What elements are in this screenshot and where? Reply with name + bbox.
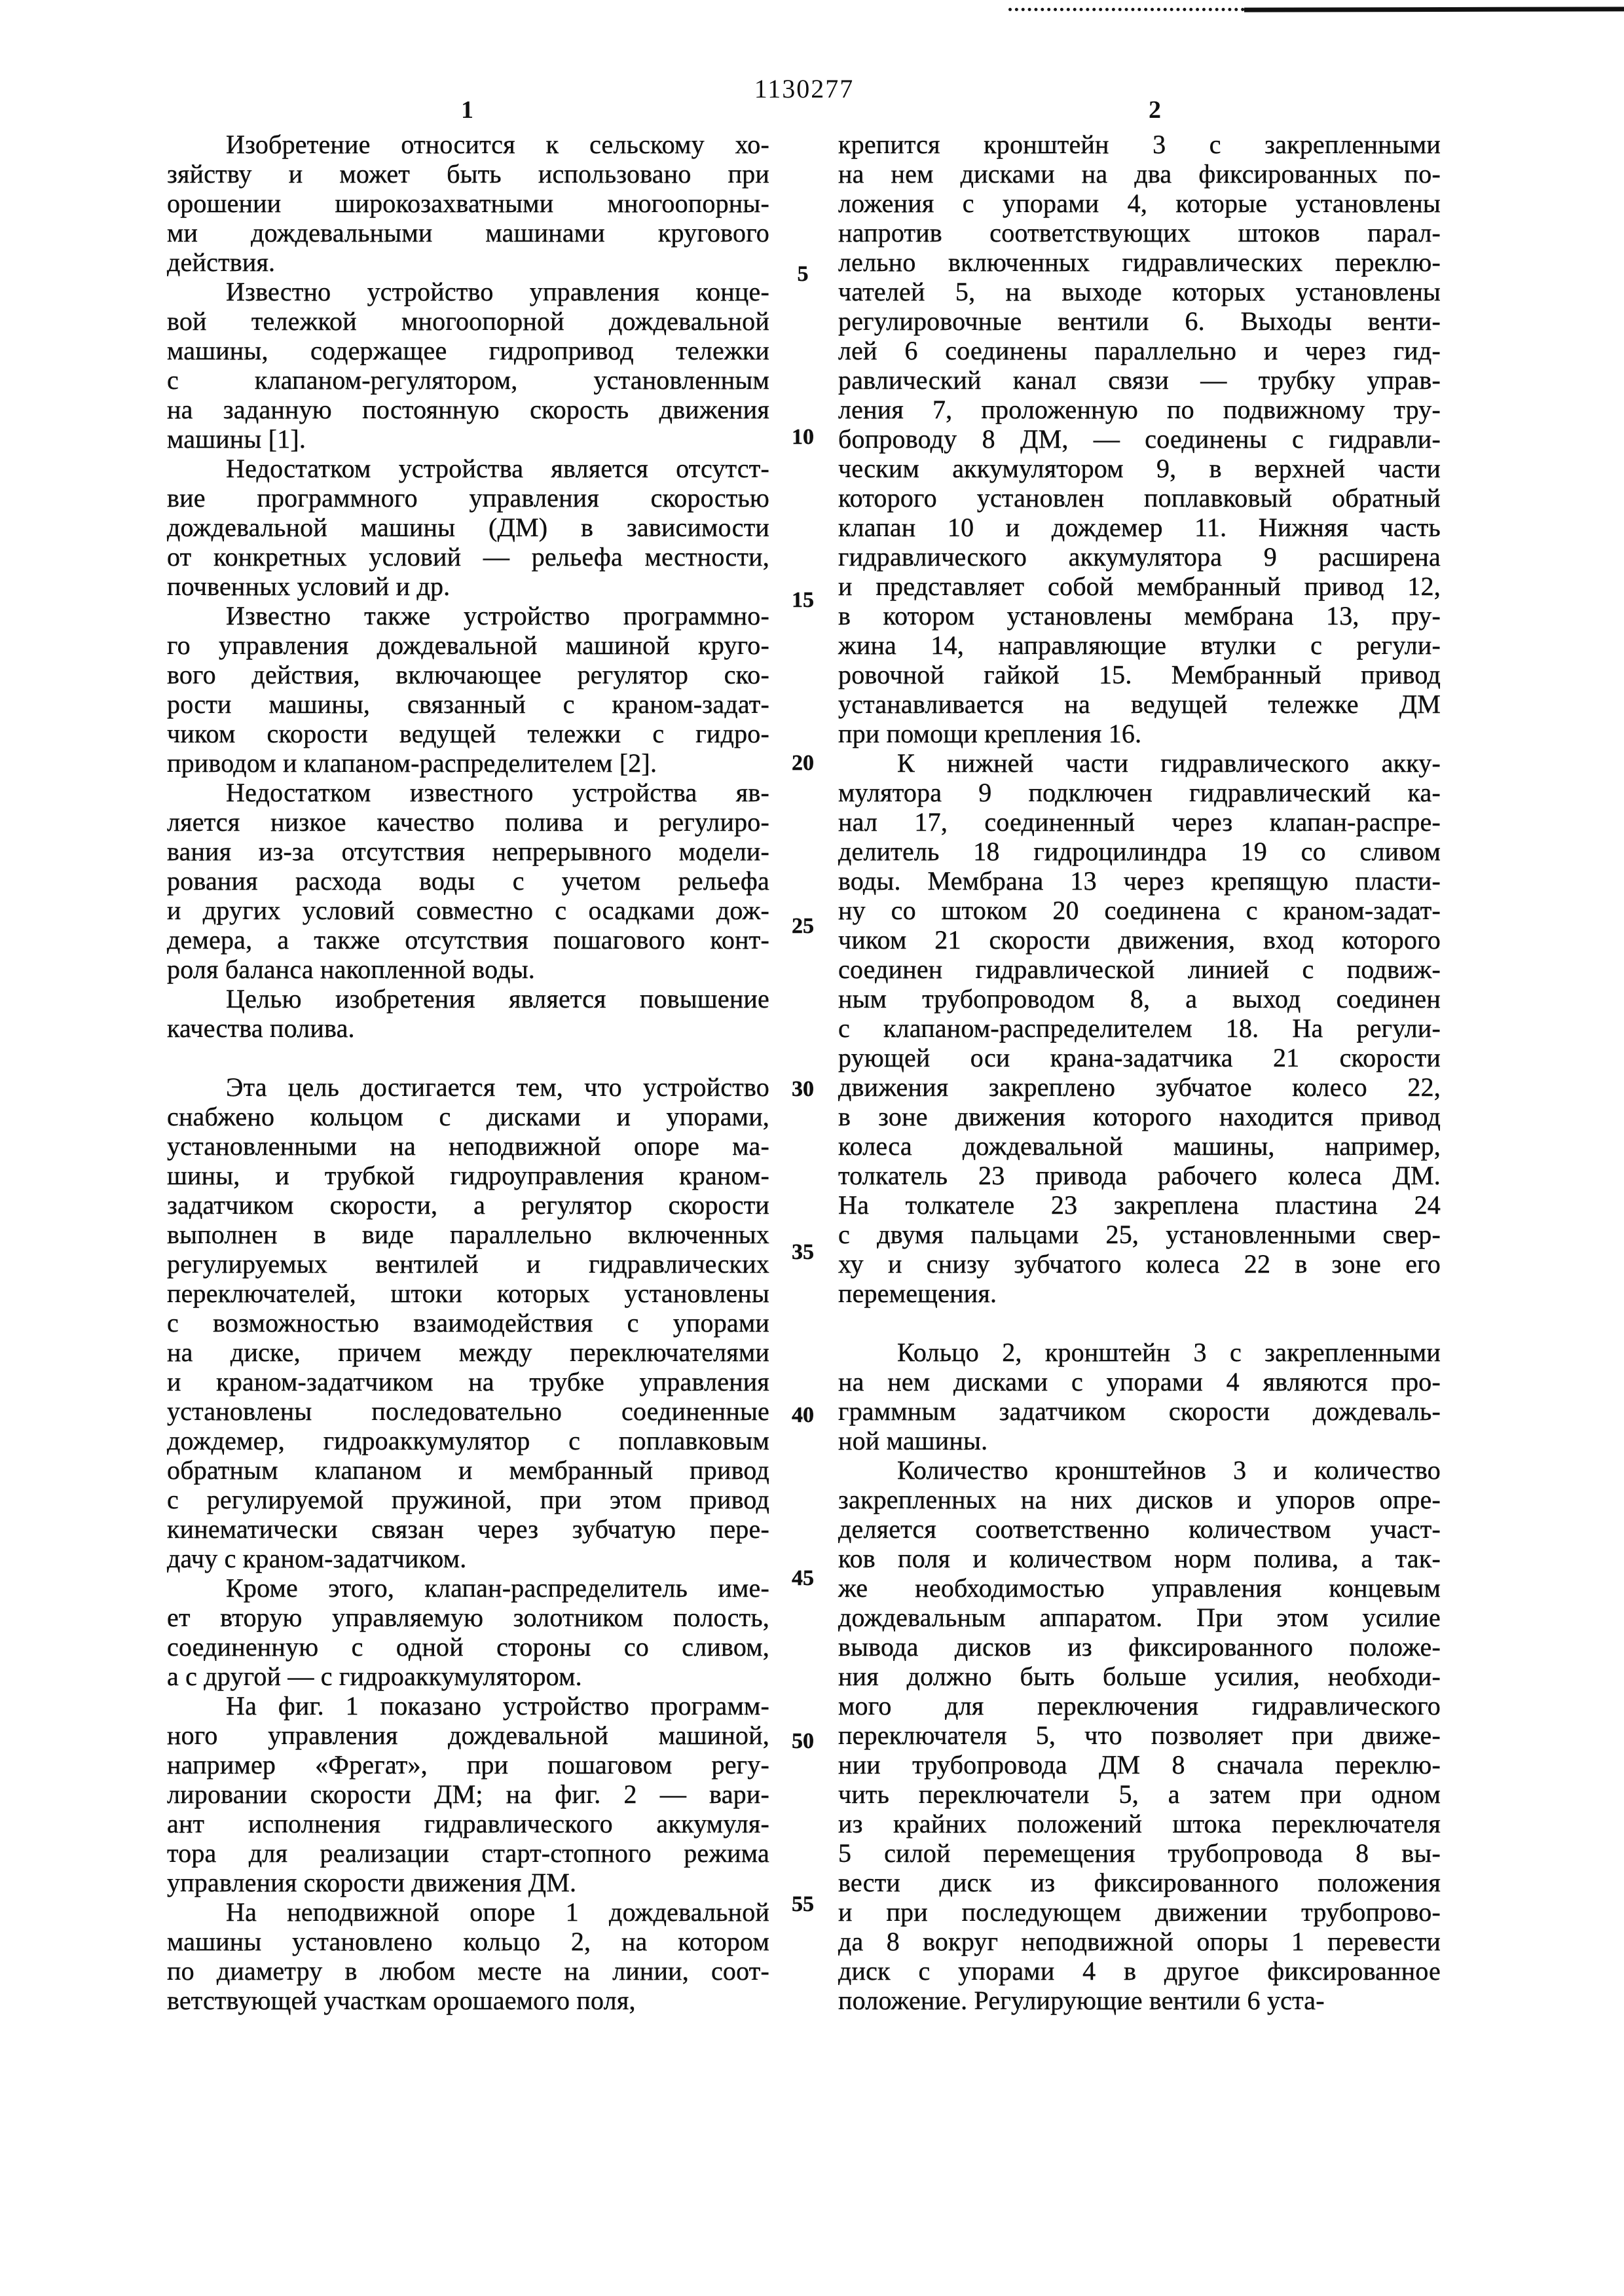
text-line: мого для переключения гидравлического (838, 1691, 1441, 1721)
text-line: от конкретных условий — рельефа местности, (167, 542, 769, 572)
text-line: На неподвижной опоре 1 дождевальной (226, 1897, 769, 1927)
text-line: ложения с упорами 4, которые установлены (838, 189, 1441, 218)
text-line: движения закреплено зубчатое колесо 22, (838, 1072, 1441, 1102)
text-line: Целью изобретения является повышение (226, 984, 769, 1013)
text-line: На фиг. 1 показано устройство программ- (226, 1691, 769, 1721)
line-number: 20 (792, 751, 814, 775)
text-line: На толкателе 23 закреплена пластина 24 (838, 1190, 1441, 1220)
text-line: почвенных условий и др. (167, 572, 451, 601)
text-line: машины установлено кольцо 2, на котором (167, 1927, 769, 1956)
text-line: а с другой — с гидроаккумулятором. (167, 1662, 582, 1691)
text-line: Известно также устройство программно- (226, 601, 769, 630)
text-line: на нем дисками с упорами 4 являются про- (838, 1367, 1441, 1396)
line-number: 50 (792, 1729, 814, 1753)
text-line: на нем дисками на два фиксированных по- (838, 159, 1441, 189)
text-line: например «Фрегат», при пошаговом регу- (167, 1750, 769, 1779)
text-line: ант исполнения гидравлического аккумуля- (167, 1809, 769, 1838)
text-line: выполнен в виде параллельно включенных (167, 1220, 769, 1249)
line-number: 15 (792, 588, 814, 612)
text-line: рости машины, связанный с краном-задат- (167, 689, 769, 719)
text-line: ческим аккумулятором 9, в верхней части (838, 454, 1441, 483)
text-line: Изобретение относится к сельскому хо- (226, 130, 769, 159)
text-line: гидравлического аккумулятора 9 расширена (838, 542, 1441, 572)
text-line: зяйству и может быть использовано при (167, 159, 769, 189)
text-line: вания из-за отсутствия непрерывного модели- (167, 837, 769, 866)
scan-edge-dotted-segment (1008, 8, 1270, 11)
line-number: 5 (797, 262, 809, 286)
text-line: перемещения. (838, 1279, 997, 1308)
text-line: же необходимостью управления концевым (838, 1573, 1441, 1603)
line-number: 30 (792, 1077, 814, 1101)
scan-edge-line (1008, 7, 1624, 13)
text-line: дачу с краном-задатчиком. (167, 1544, 467, 1573)
text-line: управления скорости движения ДМ. (167, 1868, 577, 1897)
text-line: диск с упорами 4 в другое фиксированное (838, 1956, 1441, 1986)
text-line: Недостатком устройства является отсутст- (226, 454, 769, 483)
text-line: го управления дождевальной машиной круго- (167, 630, 769, 660)
text-line: регулировочные вентили 6. Выходы венти- (838, 306, 1441, 336)
text-line: Кроме этого, клапан-распределитель име- (226, 1573, 769, 1603)
text-line: ровочной гайкой 15. Мембранный привод (838, 660, 1441, 689)
text-line: с двумя пальцами 25, установленными свер- (838, 1220, 1441, 1249)
text-line: устанавливается на ведущей тележке ДМ (838, 689, 1441, 719)
text-line: регулируемых вентилей и гидравлических (167, 1249, 769, 1279)
text-line: на диске, причем между переключателями (167, 1338, 769, 1367)
text-line: качества полива. (167, 1013, 355, 1043)
text-line: нал 17, соединенный через клапан-распре- (838, 807, 1441, 837)
text-line: колеса дождевальной машины, например, (838, 1131, 1441, 1161)
text-line: вие программного управления скоростью (167, 483, 769, 513)
text-line: ного управления дождевальной машиной, (167, 1721, 769, 1750)
text-line: рования расхода воды с учетом рельефа (167, 866, 769, 896)
text-line: 5 силой перемещения трубопровода 8 вы- (838, 1838, 1441, 1868)
text-line: на заданную постоянную скорость движения (167, 395, 769, 424)
text-line: крепится кронштейн 3 с закрепленными (838, 130, 1441, 159)
text-line: в котором установлены мембрана 13, пру- (838, 601, 1441, 630)
column-number-left: 1 (461, 96, 473, 124)
text-line: чиком 21 скорости движения, вход которого (838, 925, 1441, 955)
paragraph-gap (167, 1043, 769, 1072)
line-number: 55 (792, 1892, 814, 1916)
text-line: с регулируемой пружиной, при этом привод (167, 1485, 769, 1514)
text-line: с возможностью взаимодействия с упорами (167, 1308, 769, 1338)
text-line: которого установлен поплавковый обратный (838, 483, 1441, 513)
text-line: обратным клапаном и мембранный привод (167, 1455, 769, 1485)
text-line: ков поля и количеством норм полива, а так- (838, 1544, 1441, 1573)
text-line: машины, содержащее гидропривод тележки (167, 336, 769, 365)
text-line: установлены последовательно соединенные (167, 1396, 769, 1426)
paragraph-gap (838, 1308, 1441, 1338)
text-line: задатчиком скорости, а регулятор скорости (167, 1190, 769, 1220)
text-line: вести диск из фиксированного положения (838, 1868, 1441, 1897)
text-line: бопроводу 8 ДМ, — соединены с гидравли- (838, 424, 1441, 454)
text-line: ным трубопроводом 8, а выход соединен (838, 984, 1441, 1013)
text-line: чателей 5, на выходе которых установлены (838, 277, 1441, 306)
text-line: по диаметру в любом месте на линии, соот- (167, 1956, 769, 1986)
text-line: закрепленных на них дисков и упоров опре- (838, 1485, 1441, 1514)
text-line: рующей оси крана-задатчика 21 скорости (838, 1043, 1441, 1072)
text-line: дождевальным аппаратом. При этом усилие (838, 1603, 1441, 1632)
text-line: ной машины. (838, 1426, 988, 1455)
text-line: мулятора 9 подключен гидравлический ка- (838, 778, 1441, 807)
text-line: дождевальной машины (ДМ) в зависимости (167, 513, 769, 542)
text-line: Кольцо 2, кронштейн 3 с закрепленными (897, 1338, 1441, 1367)
scan-edge-solid-segment (1244, 7, 1624, 12)
text-line: лельно включенных гидравлических переклю- (838, 247, 1441, 277)
text-line: вого действия, включающее регулятор ско- (167, 660, 769, 689)
text-line: ет вторую управляемую золотником полость, (167, 1603, 769, 1632)
text-line: при помощи крепления 16. (838, 719, 1142, 748)
text-line: равлический канал связи — трубку управ- (838, 365, 1441, 395)
text-line: дождемер, гидроаккумулятор с поплавковым (167, 1426, 769, 1455)
text-column-right (838, 130, 1441, 2015)
text-line: с клапаном-регулятором, установленным (167, 365, 769, 395)
text-line: лей 6 соединены параллельно и через гид- (838, 336, 1441, 365)
text-line: соединенную с одной стороны со сливом, (167, 1632, 769, 1662)
text-line: приводом и клапаном-распределителем [2]. (167, 748, 657, 778)
text-line: шины, и трубкой гидроуправления краном- (167, 1161, 769, 1190)
text-line: вывода дисков из фиксированного положе- (838, 1632, 1441, 1662)
text-line: лировании скорости ДМ; на фиг. 2 — вари- (167, 1779, 769, 1809)
text-line: нии трубопровода ДМ 8 сначала переклю- (838, 1750, 1441, 1779)
text-line: чить переключатели 5, а затем при одном (838, 1779, 1441, 1809)
text-line: чиком скорости ведущей тележки с гидро- (167, 719, 769, 748)
text-line: машины [1]. (167, 424, 306, 454)
text-line: воды. Мембрана 13 через крепящую пласти- (838, 866, 1441, 896)
text-line: делитель 18 гидроцилиндра 19 со сливом (838, 837, 1441, 866)
patent-number: 1130277 (754, 74, 855, 103)
text-line: ляется низкое качество полива и регулиро- (167, 807, 769, 837)
text-line: да 8 вокруг неподвижной опоры 1 перевести (838, 1927, 1441, 1956)
text-line: переключателя 5, что позволяет при движе- (838, 1721, 1441, 1750)
text-line: и при последующем движении трубопрово- (838, 1897, 1441, 1927)
text-line: демера, а также отсутствия пошагового конт- (167, 925, 769, 955)
text-line: граммным задатчиком скорости дождеваль- (838, 1396, 1441, 1426)
text-line: положение. Регулирующие вентили 6 уста- (838, 1986, 1325, 2015)
text-line: ху и снизу зубчатого колеса 22 в зоне его (838, 1249, 1441, 1279)
text-line: толкатель 23 привода рабочего колеса ДМ. (838, 1161, 1441, 1190)
text-line: в зоне движения которого находится привод (838, 1102, 1441, 1131)
column-number-right: 2 (1149, 96, 1161, 124)
text-line: ветствующей участкам орошаемого поля, (167, 1986, 636, 2015)
text-column-left (167, 130, 769, 2015)
text-line: Известно устройство управления конце- (226, 277, 769, 306)
text-line: вой тележкой многоопорной дождевальной (167, 306, 769, 336)
text-line: действия. (167, 247, 276, 277)
line-number: 10 (792, 425, 814, 449)
text-line: переключателей, штоки которых установлены (167, 1279, 769, 1308)
text-line: орошении широкозахватными многоопорны- (167, 189, 769, 218)
text-line: тора для реализации старт-стопного режима (167, 1838, 769, 1868)
text-line: К нижней части гидравлического акку- (897, 748, 1441, 778)
text-line: ния должно быть больше усилия, необходи- (838, 1662, 1441, 1691)
text-line: и других условий совместно с осадками дож- (167, 896, 769, 925)
text-line: деляется соответственно количеством участ- (838, 1514, 1441, 1544)
line-number: 25 (792, 914, 814, 938)
text-line: из крайних положений штока переключателя (838, 1809, 1441, 1838)
text-line: жина 14, направляющие втулки с регули- (838, 630, 1441, 660)
text-line: Количество кронштейнов 3 и количество (897, 1455, 1441, 1485)
text-line: и представляет собой мембранный привод 12, (838, 572, 1441, 601)
text-line: ления 7, проложенную по подвижному тру- (838, 395, 1441, 424)
text-line: снабжено кольцом с дисками и упорами, (167, 1102, 769, 1131)
text-line: роля баланса накопленной воды. (167, 955, 535, 984)
line-number: 45 (792, 1566, 814, 1590)
text-line: ми дождевальными машинами кругового (167, 218, 769, 247)
text-line: ну со штоком 20 соединена с краном-задат- (838, 896, 1441, 925)
text-line: и краном-задатчиком на трубке управления (167, 1367, 769, 1396)
text-line: кинематически связан через зубчатую пере- (167, 1514, 769, 1544)
text-line: установленными на неподвижной опоре ма- (167, 1131, 769, 1161)
text-line: напротив соответствующих штоков парал- (838, 218, 1441, 247)
text-line: Эта цель достигается тем, что устройство (226, 1072, 769, 1102)
text-line: с клапаном-распределителем 18. На регули- (838, 1013, 1441, 1043)
text-line: соединен гидравлической линией с подвиж- (838, 955, 1441, 984)
line-number: 40 (792, 1403, 814, 1427)
text-line: Недостатком известного устройства яв- (226, 778, 769, 807)
line-number: 35 (792, 1240, 814, 1264)
text-line: клапан 10 и дождемер 11. Нижняя часть (838, 513, 1441, 542)
